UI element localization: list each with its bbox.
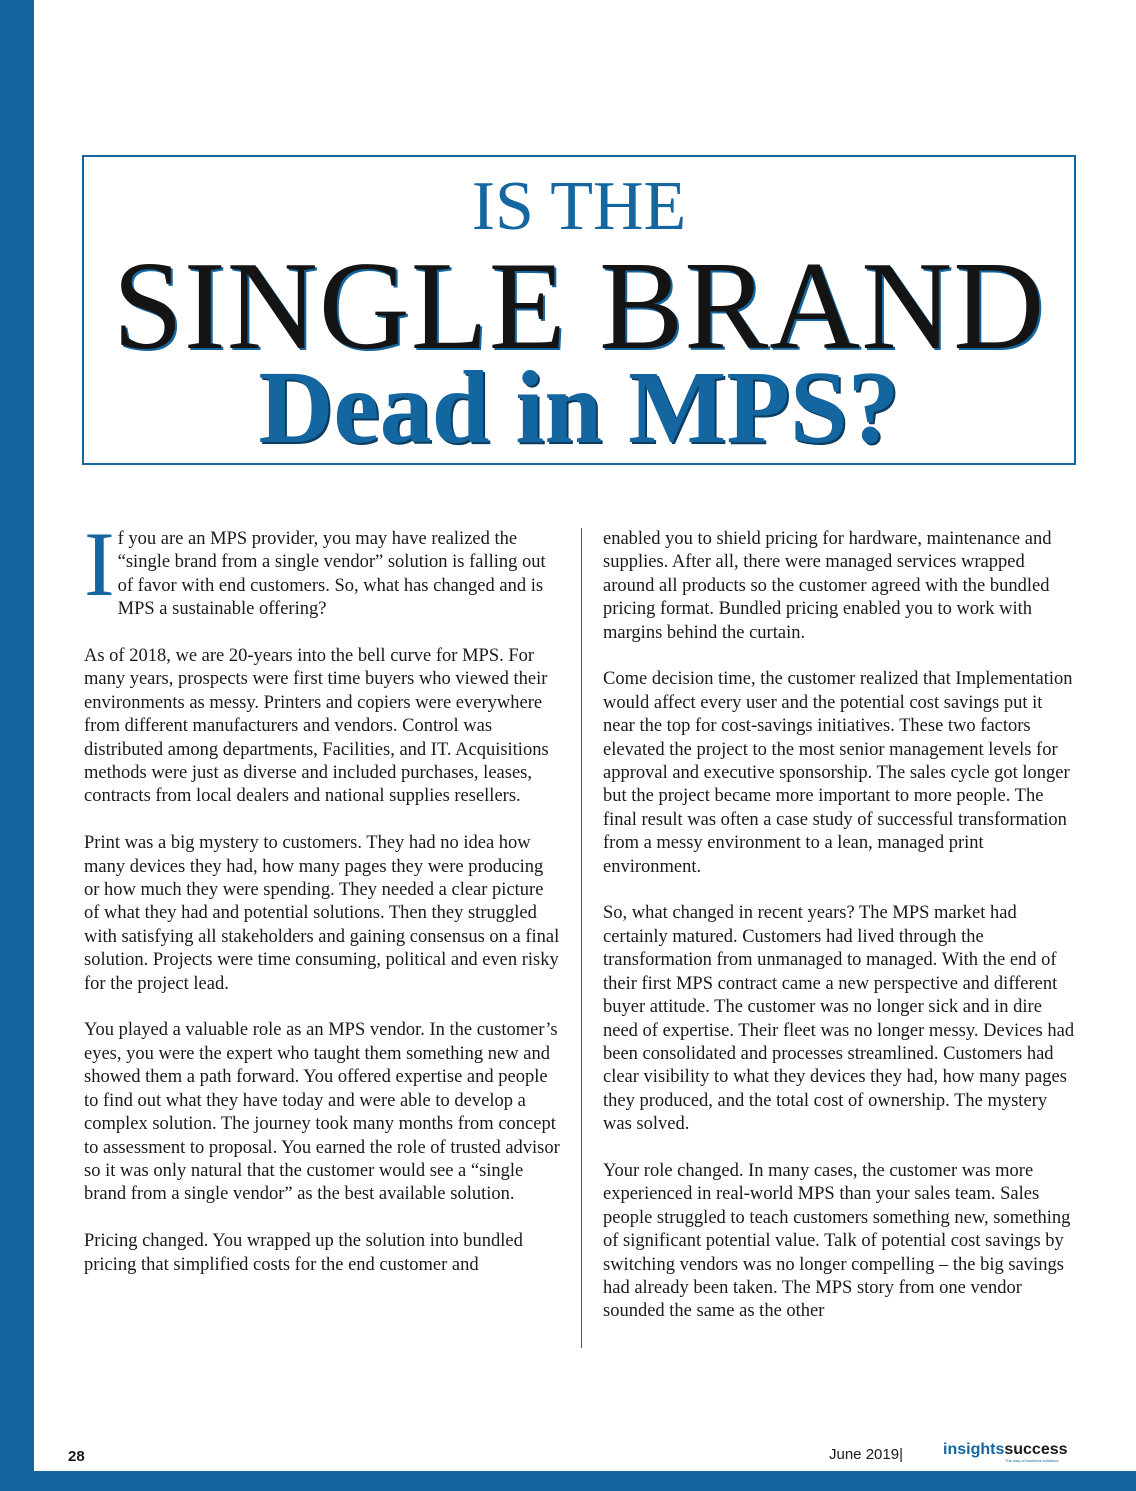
page-number: 28 bbox=[68, 1448, 85, 1465]
article-paragraph: You played a valuable role as an MPS vendor. In the customer’s eyes, you were the expert who taught them something new and showed them a path forward. You offered expertise and people to find out what they have today and were able to develop a complex solution. The journey took many months from concept to assessment to proposal. You earned the role of trusted advisor so it was only natural that the customer would see a “single brand from a single vendor” as the best available solution. bbox=[84, 1020, 560, 1205]
article-paragraph: As of 2018, we are 20-years into the bell curve for MPS. For many years, prospects were first time buyers who viewed their environments as messy. Printers and copiers were everywhere from different manufacturers and vendors. Control was distributed among departments, Facilities, and IT. Acquisitions methods were just as diverse and included purchases, leases, contracts from local dealers and national supplies resellers. bbox=[84, 646, 549, 807]
drop-cap: I bbox=[84, 513, 115, 615]
bottom-accent-bar bbox=[0, 1471, 1136, 1491]
article-column-right bbox=[603, 528, 1077, 1347]
article-paragraph: Print was a big mystery to customers. They had no idea how many devices they had, how many pages they were producing or how much they were spending. They needed a clear picture of what they had and potential solutions. Then they struggled with satisfying all stakeholders and gaining consensus on a final solution. Projects were time consuming, political and even risky for the project lead. bbox=[84, 833, 560, 994]
insights-success-logo bbox=[943, 1441, 1068, 1467]
logo-tagline: The way of business solutions bbox=[1005, 1458, 1059, 1463]
headline-line-1: IS THE bbox=[471, 168, 687, 245]
logo-word-success: success bbox=[1004, 1441, 1068, 1458]
column-divider bbox=[581, 528, 582, 1348]
article-paragraph: Your role changed. In many cases, the customer was more experienced in real-world MPS than your sales team. Sales people struggled to teach customers something new, something of significant potential value. Talk of potential cost savings by switching vendors was no longer compelling – the big savings had already been taken. The MPS story from one vendor sounded the same as the other bbox=[603, 1160, 1071, 1322]
left-accent-bar bbox=[0, 0, 34, 1491]
headline-line-2: SINGLE BRAND bbox=[112, 237, 1046, 376]
article-paragraph: So, what changed in recent years? The MPS market had certainly matured. Customers had lived through the transformation from unmanaged to managed. With the end of their first MPS contract came a new perspective and different buyer attitude. The customer was no longer sick and in dire need of expertise. Their fleet was no longer messy. Devices had been consolidated and processes streamlined. Customers had clear visibility to what they devices they had, how many pages they produced, and the total cost of ownership. The mystery was solved. bbox=[603, 903, 1075, 1135]
article-column-left bbox=[84, 513, 560, 1300]
article-paragraph: If you are an MPS provider, you may have realized the “single brand from a single vendor” solution is falling out of favor with end customers. So, what has changed and is MPS a sustainable offering? bbox=[84, 513, 546, 620]
issue-date: June 2019| bbox=[829, 1446, 903, 1463]
article-paragraph: Come decision time, the customer realized that Implementation would affect every user and the potential cost savings put it near the top for cost-savings initiatives. These two factors elevated the project to the most senior management levels for approval and executive sponsorship. The sales cycle got longer but the project became more important to more people. The final result was often a case study of successful transformation from a messy environment to a lean, managed print environment. bbox=[603, 669, 1073, 877]
logo-word-insights: insights bbox=[943, 1441, 1005, 1458]
headline-box bbox=[82, 155, 1076, 465]
article-paragraph: Pricing changed. You wrapped up the solution into bundled pricing that simplified costs for the end customer and bbox=[84, 1231, 523, 1275]
headline-line-3: Dead in MPS? bbox=[258, 350, 900, 465]
article-paragraph: enabled you to shield pricing for hardware, maintenance and supplies. After all, there were managed services wrapped around all products so the customer agreed with the bundled pricing format. Bundled pricing enabled you to work with margins behind the curtain. bbox=[603, 529, 1052, 643]
